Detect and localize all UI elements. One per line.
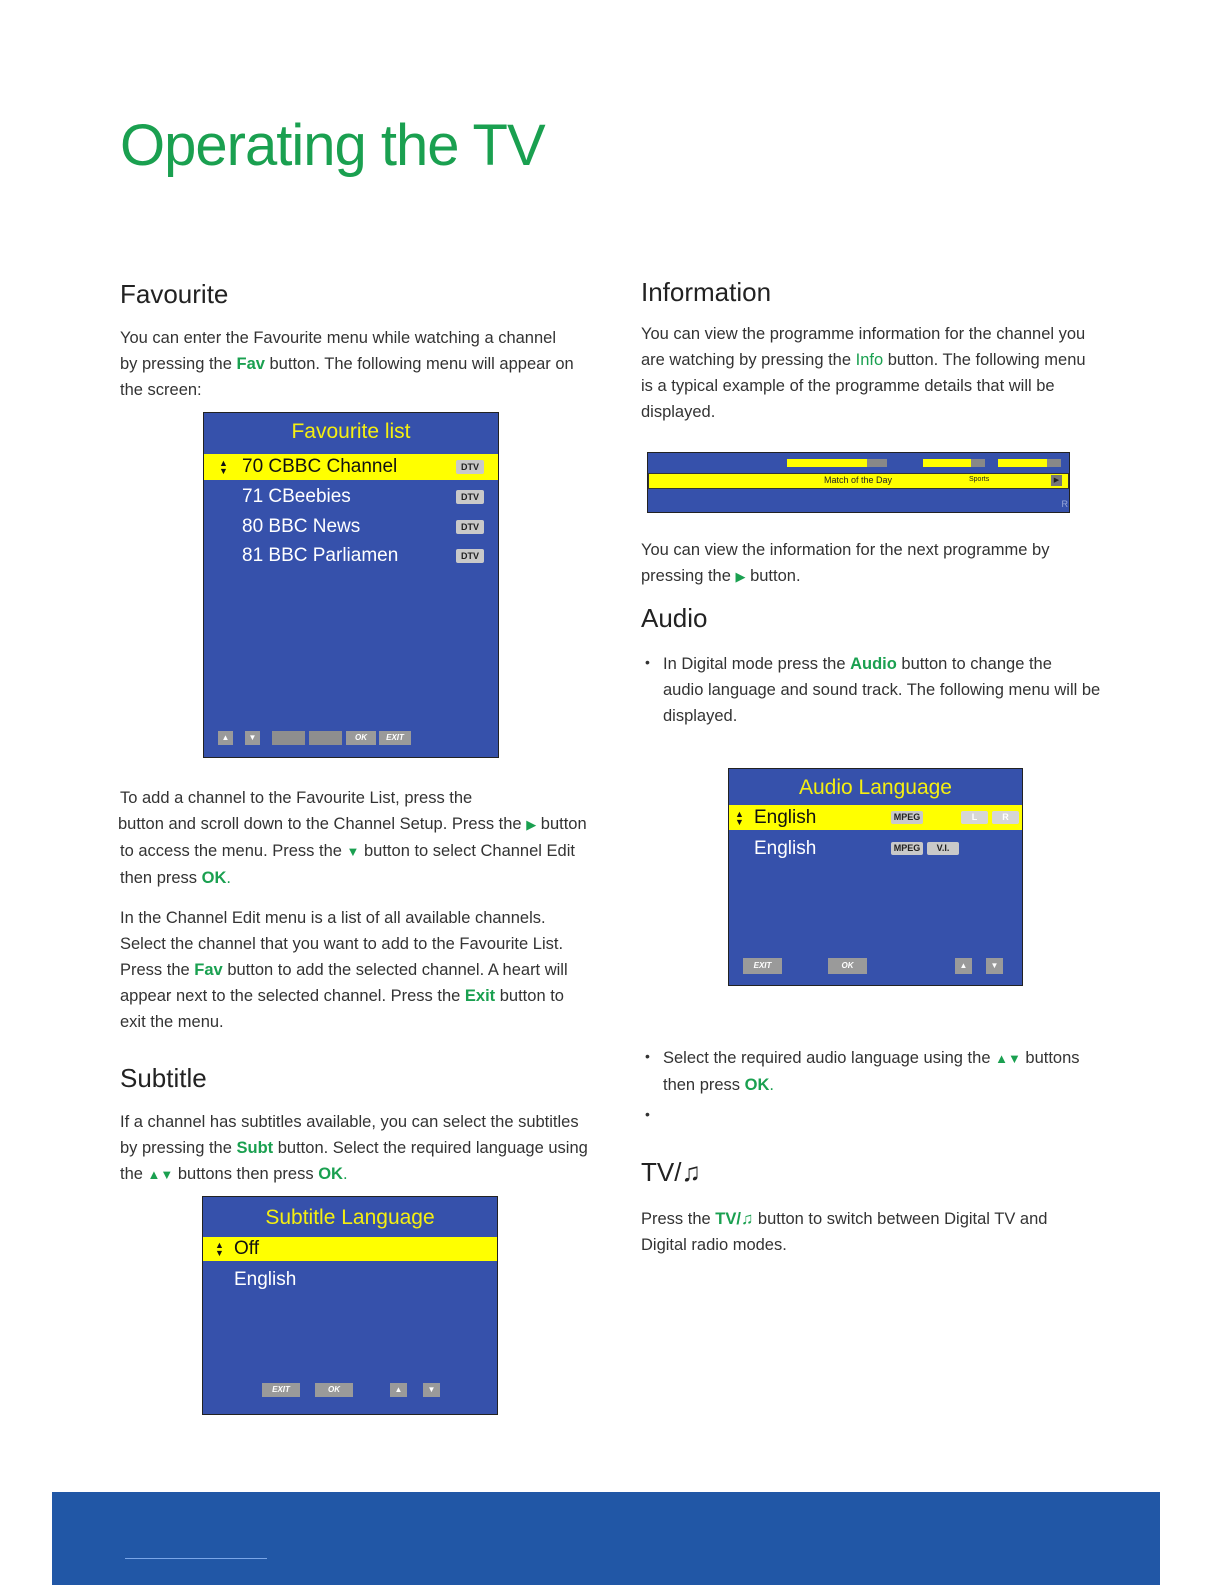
exit-button[interactable]: EXIT: [262, 1383, 300, 1397]
favourite-edit-instructions: In the Channel Edit menu is a list of all available channels. Select the channel that you want to add to the Favourite List. Press the Fav button to add the selected channel. A heart will appear next to the selected channel. Press the Exit button to exit the menu.: [120, 909, 568, 1031]
exit-button[interactable]: EXIT: [743, 958, 782, 974]
banner-corner-text: R: [1061, 499, 1068, 509]
channel-row[interactable]: 81 BBC Parliamen DTV: [204, 543, 498, 569]
tv-radio-heading: TV/♫: [641, 1157, 701, 1187]
programme-genre: Sports: [969, 476, 990, 483]
audio-row-selected[interactable]: ▲ ▼ English MPEG L R: [729, 805, 1022, 830]
osd-title: Audio Language: [799, 776, 952, 799]
programme-title: Match of the Day: [824, 475, 893, 485]
music-note-icon: ♫: [681, 1157, 701, 1187]
updown-arrows-icon: ▲▼: [995, 1051, 1021, 1066]
up-button[interactable]: ▲: [390, 1383, 407, 1397]
updown-arrow-icon: ▲ ▼: [219, 458, 228, 476]
progress-fill-1: [787, 459, 867, 467]
favourite-add-instructions: To add a channel to the Favourite List, press the button and scroll down to the Channel Setup. Press the ▶ button to access the menu. Press the ▼ button to select Channel Edit then press OK.: [118, 789, 587, 887]
blank-button[interactable]: [272, 731, 305, 745]
right-speaker-icon: R: [992, 811, 1019, 824]
codec-badge: MPEG: [891, 842, 923, 855]
ok-button[interactable]: OK: [315, 1383, 353, 1397]
updown-arrow-icon: ▲ ▼: [735, 809, 744, 827]
dtv-badge: DTV: [456, 520, 484, 534]
information-next-text: You can view the information for the next programme by pressing the ▶ button.: [641, 541, 1050, 585]
dtv-badge: DTV: [456, 460, 484, 474]
bullet: •: [645, 1048, 650, 1064]
codec-badge: MPEG: [891, 811, 923, 824]
right-arrow-icon: ▶: [526, 817, 537, 832]
programme-row-selected[interactable]: [648, 473, 1069, 489]
subtitle-text: If a channel has subtitles available, you can select the subtitles by pressing the Subt button. Select the required language using the ▲▼ buttons then press OK.: [120, 1113, 588, 1183]
channel-row[interactable]: 71 CBeebies DTV: [204, 484, 498, 510]
audio-language-osd: [728, 768, 1023, 986]
footer-bar: [52, 1492, 1160, 1585]
updown-arrow-icon: ▲ ▼: [215, 1240, 224, 1258]
exit-button[interactable]: EXIT: [379, 731, 411, 745]
updown-arrows-icon: ▲▼: [147, 1167, 174, 1182]
vi-badge: V.I.: [927, 842, 959, 855]
down-button[interactable]: ▼: [245, 731, 260, 745]
subtitle-language-osd: [202, 1196, 498, 1415]
right-arrow-icon: ▶: [735, 569, 746, 584]
progress-fill-3: [998, 459, 1047, 467]
left-speaker-icon: L: [961, 811, 988, 824]
blank-button[interactable]: [309, 731, 342, 745]
ok-button[interactable]: OK: [828, 958, 867, 974]
osd-title: Subtitle Language: [265, 1206, 435, 1229]
footer-link-underline: [125, 1558, 267, 1559]
audio-heading: Audio: [641, 603, 708, 633]
subtitle-option[interactable]: English: [234, 1269, 297, 1290]
page-title: Operating the TV: [120, 113, 545, 178]
information-text: You can view the programme information for the channel you are watching by pressing the Info button. The following menu is a typical example of the programme details that will be displayed.: [641, 325, 1086, 421]
programme-info-banner: [647, 452, 1070, 513]
progress-fill-2: [923, 459, 971, 467]
down-button[interactable]: ▼: [423, 1383, 440, 1397]
subtitle-heading: Subtitle: [120, 1063, 207, 1093]
favourite-intro: You can enter the Favourite menu while watching a channel by pressing the Fav button. The following menu will appear on the screen:: [120, 329, 574, 399]
subtitle-option-selected[interactable]: ▲ ▼ Off: [203, 1237, 497, 1261]
up-button[interactable]: ▲: [955, 958, 972, 974]
tv-radio-text: Press the TV/♫ button to switch between Digital TV and Digital radio modes.: [641, 1210, 1048, 1254]
channel-row[interactable]: 80 BBC News DTV: [204, 514, 498, 540]
favourite-list-osd: [203, 412, 499, 758]
progress-bar-1: [787, 459, 887, 467]
music-note-icon: ♫: [740, 1210, 754, 1228]
channel-row-selected[interactable]: ▲ ▼ 70 CBBC Channel DTV: [204, 454, 498, 480]
dtv-badge: DTV: [456, 490, 484, 504]
next-arrow-icon[interactable]: ▶: [1051, 475, 1062, 486]
audio-row[interactable]: English MPEG V.I.: [729, 836, 1022, 862]
audio-bullet-1: In Digital mode press the Audio button to change the audio language and sound track. The following menu will be displayed.: [663, 655, 1101, 725]
bullet: •: [645, 1106, 650, 1122]
progress-bar-3: [998, 459, 1061, 467]
down-button[interactable]: ▼: [986, 958, 1003, 974]
audio-bullet-2: Select the required audio language using the ▲▼ buttons then press OK.: [663, 1049, 1080, 1094]
information-heading: Information: [641, 277, 772, 307]
ok-button[interactable]: OK: [346, 731, 376, 745]
dtv-badge: DTV: [456, 549, 484, 563]
down-arrow-icon: ▼: [346, 844, 360, 859]
bullet: •: [645, 654, 650, 670]
osd-title: Favourite list: [291, 420, 411, 443]
progress-bar-2: [923, 459, 985, 467]
up-button[interactable]: ▲: [218, 731, 233, 745]
favourite-heading: Favourite: [120, 279, 229, 309]
